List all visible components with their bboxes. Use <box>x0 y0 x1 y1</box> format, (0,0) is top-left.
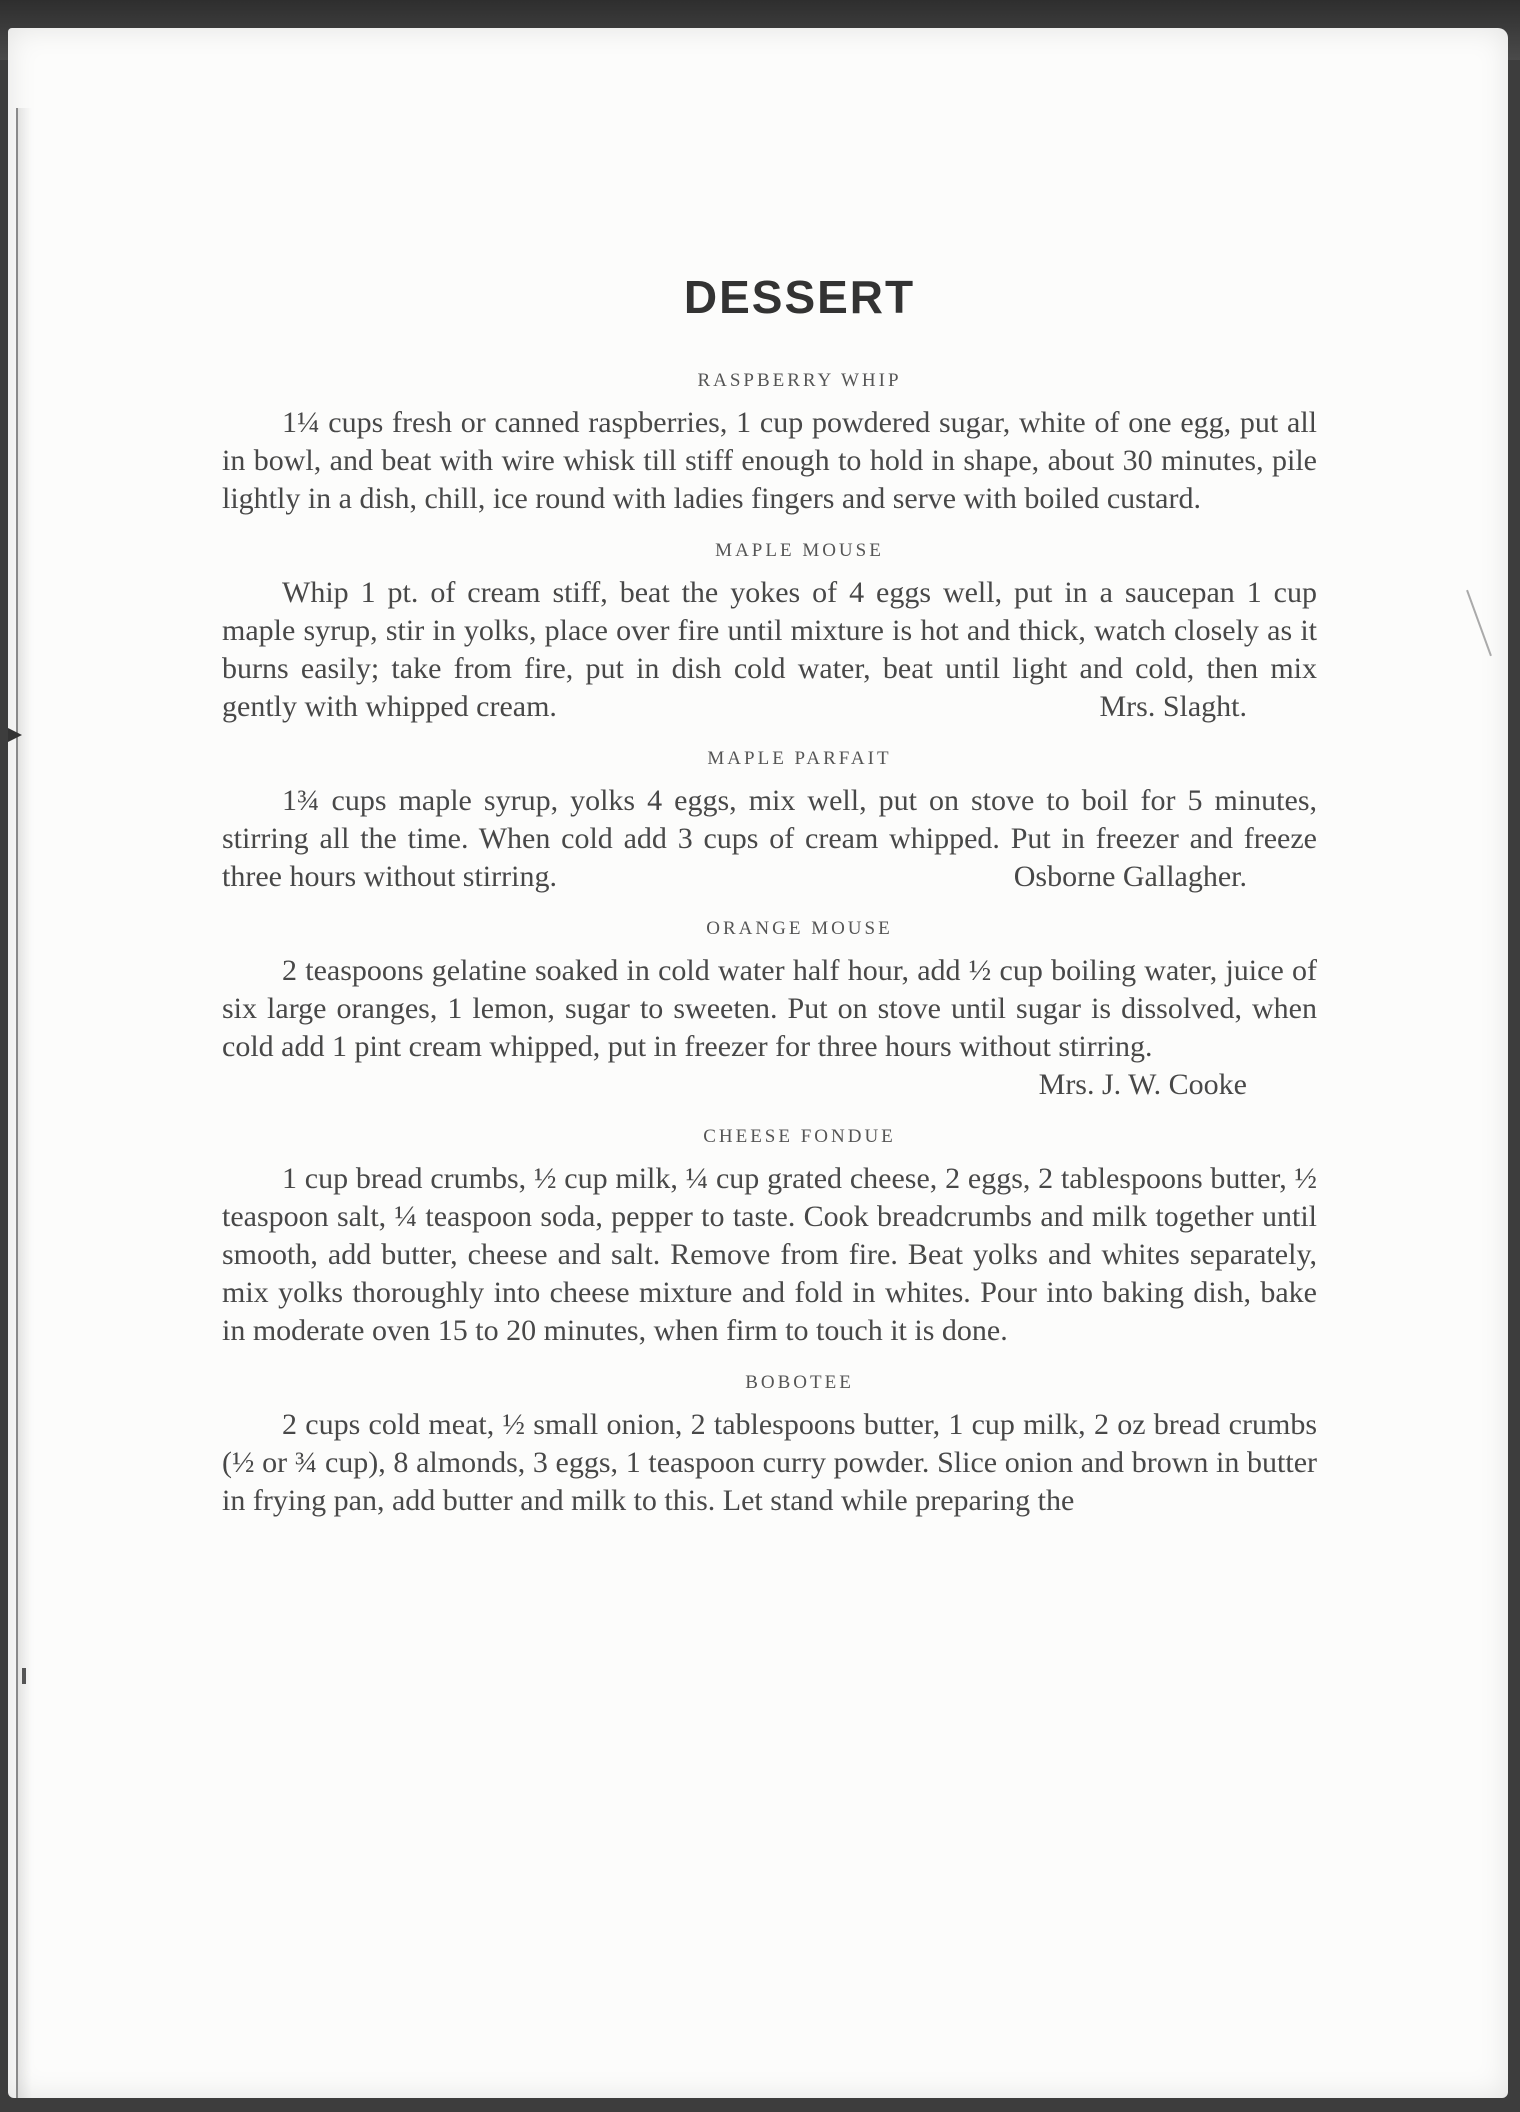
recipe <box>222 370 1317 518</box>
recipe-text <box>222 782 1317 896</box>
recipe-body: 2 cups cold meat, ½ small onion, 2 tablespoons butter, 1 cup milk, 2 oz bread crumbs (½ or ¾ cup), 8 almonds, 3 eggs, 1 teaspoon curry powder. Slice onion and brown in butter in frying pan, add butter and milk to this. Let stand while preparing the <box>222 1408 1317 1517</box>
margin-mark <box>22 1668 26 1684</box>
recipe-text <box>222 574 1317 726</box>
recipe <box>222 918 1317 1104</box>
recipe-text <box>222 1406 1317 1520</box>
recipe-body: 1¾ cups maple syrup, yolks 4 eggs, mix well, put on stove to boil for 5 minutes, stirring all the time. When cold add 3 cups of cream whipped. Put in freezer and freeze three hours without stirring. <box>222 784 1317 893</box>
recipe-body: 1¼ cups fresh or canned raspberries, 1 cup powdered sugar, white of one egg, put all in bowl, and beat with wire whisk till stiff enough to hold in shape, about 30 minutes, pile lightly in a dish, chill, ice round with ladies fingers and serve with boiled custard. <box>222 406 1317 515</box>
recipe-title: MAPLE MOUSE <box>715 540 884 561</box>
recipe-title: CHEESE FONDUE <box>703 1126 896 1147</box>
page-content <box>222 270 1317 1542</box>
recipe-body: Whip 1 pt. of cream stiff, beat the yokes of 4 eggs well, put in a saucepan 1 cup maple syrup, stir in yolks, place over fire until mixture is hot and thick, watch closely as it burns easily; take from fire, put in dish cold water, beat until light and cold, then mix gently with whipped cream. <box>222 576 1317 723</box>
binding-edge <box>16 108 32 2098</box>
recipe-title: ORANGE MOUSE <box>706 918 893 939</box>
recipe-text <box>222 952 1317 1104</box>
margin-mark <box>1466 590 1492 656</box>
recipe-title: RASPBERRY WHIP <box>697 370 902 391</box>
recipe-body: 2 teaspoons gelatine soaked in cold water half hour, add ½ cup boiling water, juice of six large oranges, 1 lemon, sugar to sweeten. Put on stove until sugar is dissolved, when cold add 1 pint cream whipped, put in freezer for three hours without stirring. <box>222 954 1317 1063</box>
recipe-author: Mrs. J. W. Cooke <box>1038 1068 1247 1101</box>
section-title: DESSERT <box>683 271 916 323</box>
recipe <box>222 748 1317 896</box>
recipe-title: BOBOTEE <box>745 1372 854 1393</box>
recipe-author: Mrs. Slaght. <box>1099 690 1247 723</box>
recipe <box>222 540 1317 726</box>
recipe-author: Osborne Gallagher. <box>1013 860 1247 893</box>
recipe <box>222 1372 1317 1520</box>
recipe <box>222 1126 1317 1350</box>
recipe-text <box>222 1160 1317 1350</box>
margin-mark <box>8 728 22 742</box>
recipe-body: 1 cup bread crumbs, ½ cup milk, ¼ cup grated cheese, 2 eggs, 2 tablespoons butter, ½ teaspoon salt, ¼ teaspoon soda, pepper to taste. Cook breadcrumbs and milk together until smooth, add butter, cheese and salt. Remove from fire. Beat yolks and whites separately, mix yolks thoroughly into cheese mixture and fold in whites. Pour into baking dish, bake in moderate oven 15 to 20 minutes, when firm to touch it is done. <box>222 1162 1317 1347</box>
recipe-text <box>222 404 1317 518</box>
recipe-title: MAPLE PARFAIT <box>707 748 892 769</box>
